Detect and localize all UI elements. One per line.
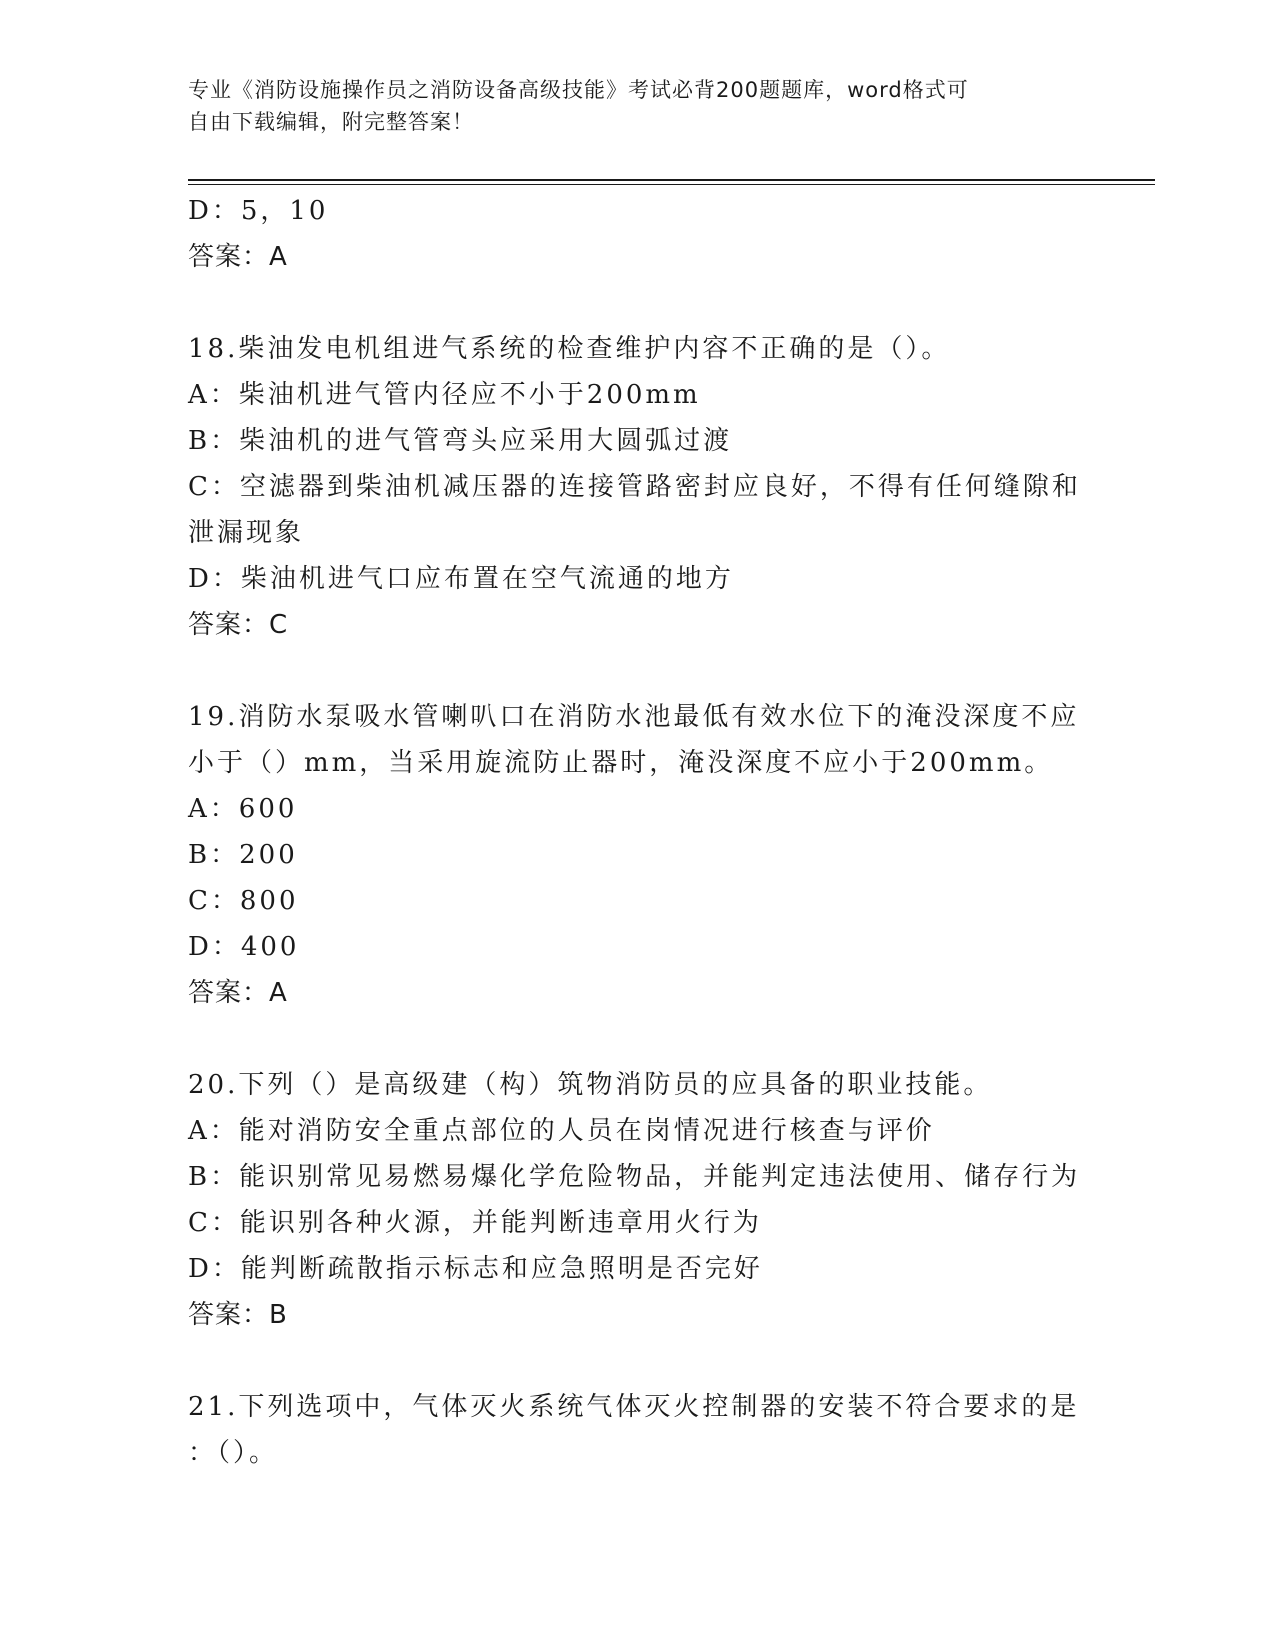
option-b: B：柴油机的进气管弯头应采用大圆弧过渡 xyxy=(188,426,733,456)
option-d: D：5，10 xyxy=(188,196,329,226)
option-b: B：能识别常见易燃易爆化学危险物品，并能判定违法使用、储存行为 xyxy=(188,1162,1081,1192)
question-21 xyxy=(188,1384,1088,1476)
header-line-1: 专业《消防设施操作员之消防设备高级技能》考试必背200题题库，word格式可 xyxy=(188,78,969,102)
question-20 xyxy=(188,1062,1088,1338)
option-d: D：柴油机进气口应布置在空气流通的地方 xyxy=(188,564,734,594)
header-divider-thin xyxy=(188,184,1155,185)
header-divider-thick xyxy=(188,179,1155,181)
answer-line: 答案：A xyxy=(188,242,288,272)
spacer xyxy=(188,1338,1088,1384)
header-line-2: 自由下载编辑，附完整答案！ xyxy=(188,110,474,134)
option-a: A：能对消防安全重点部位的人员在岗情况进行核查与评价 xyxy=(188,1116,935,1146)
answer-line: 答案：C xyxy=(188,610,289,640)
spacer xyxy=(188,280,1088,326)
question-18 xyxy=(188,326,1088,648)
option-c-continued: 泄漏现象 xyxy=(188,518,305,548)
option-d: D：400 xyxy=(188,932,300,962)
question-stem: 19.消防水泵吸水管喇叭口在消防水池最低有效水位下的淹没深度不应 xyxy=(188,702,1080,732)
previous-question-tail xyxy=(188,188,1088,280)
question-stem: 18.柴油发电机组进气系统的检查维护内容不正确的是（）。 xyxy=(188,334,951,364)
page-header xyxy=(188,74,1068,138)
question-stem-continued: ：（）。 xyxy=(188,1438,279,1468)
question-list xyxy=(188,188,1088,1476)
option-c: C：能识别各种火源，并能判断违章用火行为 xyxy=(188,1208,762,1238)
question-stem: 21.下列选项中，气体灭火系统气体灭火控制器的安装不符合要求的是 xyxy=(188,1392,1080,1422)
option-c: C：空滤器到柴油机减压器的连接管路密封应良好，不得有任何缝隙和 xyxy=(188,472,1081,502)
option-b: B：200 xyxy=(188,840,298,870)
option-d: D：能判断疏散指示标志和应急照明是否完好 xyxy=(188,1254,763,1284)
spacer xyxy=(188,648,1088,694)
spacer xyxy=(188,1016,1088,1062)
question-stem: 20.下列（）是高级建（构）筑物消防员的应具备的职业技能。 xyxy=(188,1070,993,1100)
question-19 xyxy=(188,694,1088,1016)
answer-line: 答案：A xyxy=(188,978,288,1008)
question-stem-continued: 小于（）mm，当采用旋流防止器时，淹没深度不应小于200mm。 xyxy=(188,748,1054,778)
option-c: C：800 xyxy=(188,886,299,916)
option-a: A：600 xyxy=(188,794,298,824)
option-a: A：柴油机进气管内径应不小于200mm xyxy=(188,380,701,410)
answer-line: 答案：B xyxy=(188,1300,288,1330)
